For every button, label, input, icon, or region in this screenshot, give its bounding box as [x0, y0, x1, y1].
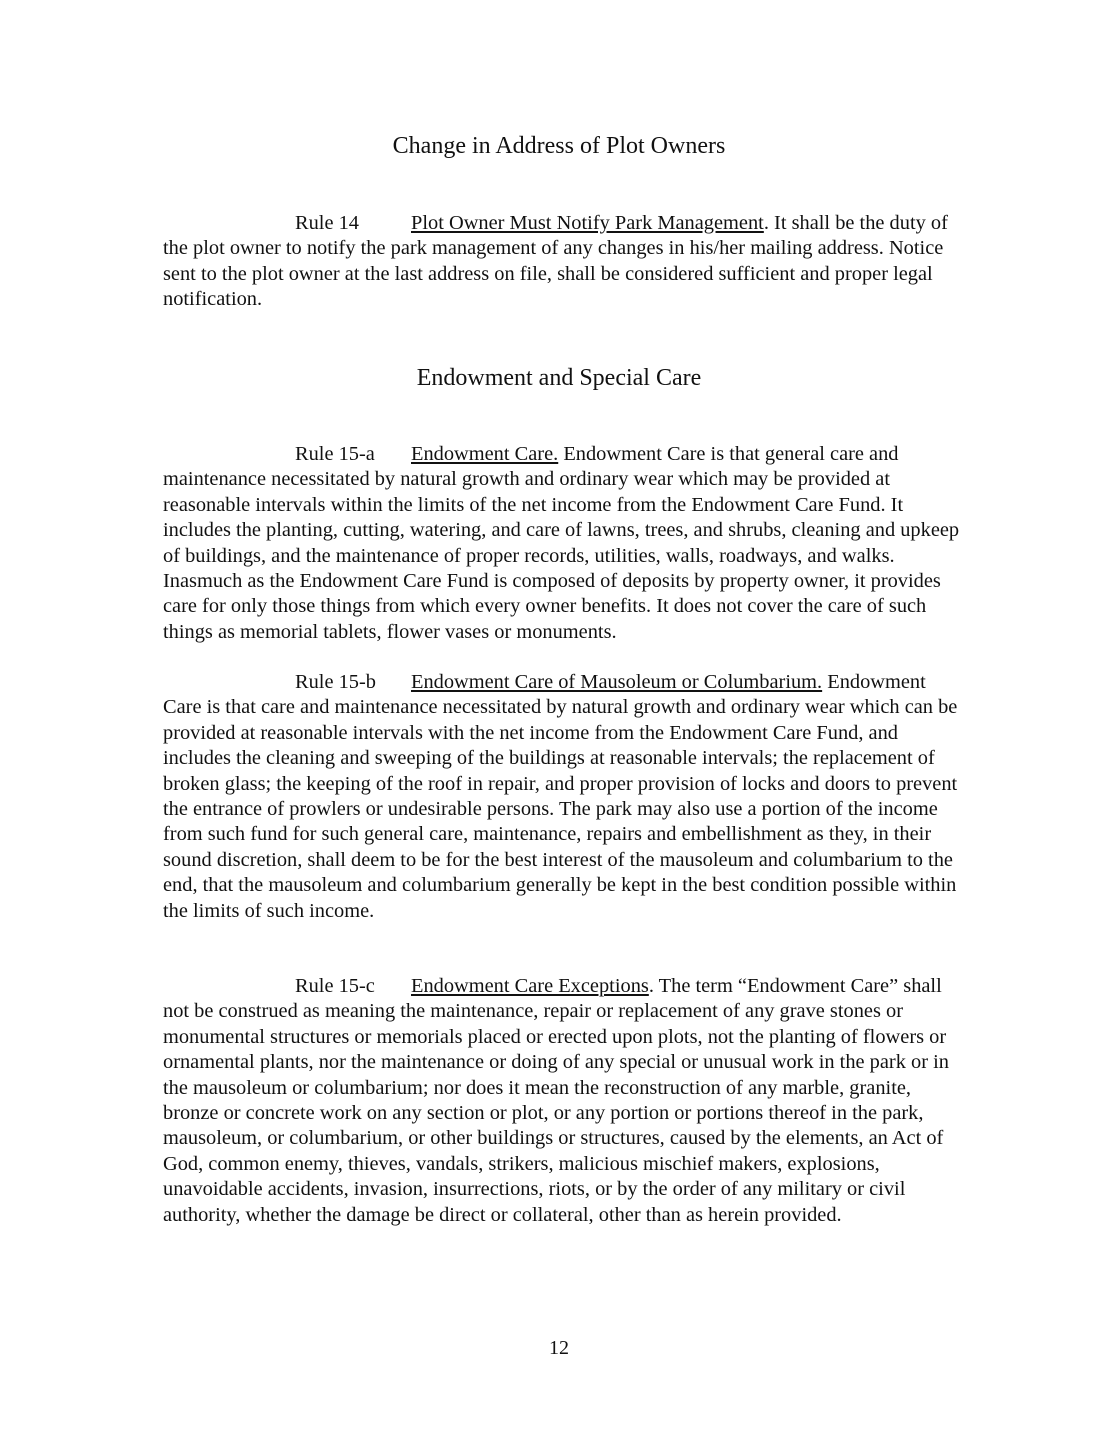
rule-body: It shall be the duty of the plot owner to notify the park management of any changes in his/her mailing address. Notice sent to the plot owner at the last address on file, shall be considered sufficient and proper legal notification. — [163, 212, 948, 311]
section-heading-address-change: Change in Address of Plot Owners — [392, 133, 726, 159]
rule-number: Rule 15-c — [295, 975, 375, 997]
rule-body: The term “Endowment Care” shall not be construed as meaning the maintenance, repair or replacement of any grave stones or monumental structures or memorials placed or erected upon plots, not the planting of flowers or ornamental plants, nor the maintenance or doing of any special or unusual work in the park or in the mausoleum or columbarium; nor does it mean the reconstruction of any marble, granite, bronze or concrete work on any section or plot, or any portion or portions thereof in the park, mausoleum, or columbarium, or other buildings or structures, caused by the elements, an Act of God, common enemy, thieves, vandals, strikers, malicious mischief makers, explosions, unavoidable accidents, invasion, insurrections, riots, or by the order of any military or civil authority, whether the damage be direct or collateral, other than as herein provided. — [163, 975, 949, 1226]
rule-15c-paragraph — [163, 974, 963, 1228]
rule-title: Plot Owner Must Notify Park Management — [411, 212, 764, 234]
rule-number: Rule 15-b — [295, 671, 376, 693]
rule-title: Endowment Care Exceptions — [411, 975, 649, 997]
rule-14-paragraph — [163, 211, 963, 313]
rule-number: Rule 15-a — [295, 443, 375, 465]
document-page — [163, 0, 963, 1446]
page-number: 12 — [549, 1337, 569, 1359]
rule-title-punct: . — [763, 212, 769, 234]
rule-title: Endowment Care. — [411, 443, 559, 465]
section-heading-endowment: Endowment and Special Care — [416, 365, 702, 391]
rule-number: Rule 14 — [295, 212, 359, 234]
rule-15b-paragraph — [163, 670, 963, 924]
rule-15a-paragraph — [163, 442, 963, 645]
rule-body: Endowment Care is that care and maintenance necessitated by natural growth and ordinary wear which can be provided at reasonable intervals with the net income from the Endowment Care Fund, and includes the cleaning and sweeping of the buildings at reasonable intervals; the replacement of broken glass; the keeping of the roof in repair, and proper provision of locks and doors to prevent the entrance of prowlers or undesirable persons. The park may also use a portion of the income from such fund for such general care, maintenance, repairs and embellishment as they, in their sound discretion, shall deem to be for the best interest of the mausoleum and columbarium to the end, that the mausoleum and columbarium generally be kept in the best condition possible within the limits of such income. — [163, 671, 958, 922]
rule-body: Endowment Care is that general care and maintenance necessitated by natural growth and ordinary wear which may be provided at reasonable intervals within the limits of the net income from the Endowment Care Fund. It includes the planting, cutting, watering, and care of lawns, trees, and shrubs, cleaning and upkeep of buildings, and the maintenance of proper records, utilities, walls, roadways, and walks. Inasmuch as the Endowment Care Fund is composed of deposits by property owner, it provides care for only those things from which every owner benefits. It does not cover the care of such things as memorial tablets, flower vases or monuments. — [163, 443, 960, 643]
rule-title: Endowment Care of Mausoleum or Columbarium. — [411, 671, 823, 693]
rule-title-punct: . — [648, 975, 654, 997]
